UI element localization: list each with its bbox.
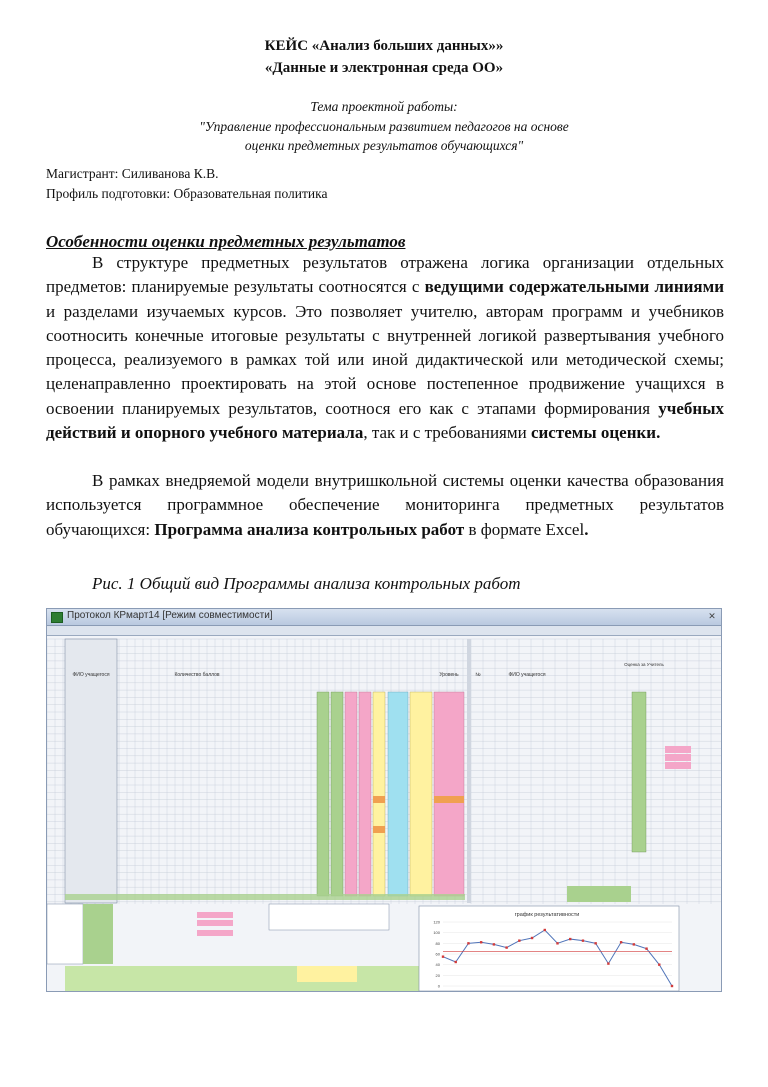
student-name: Магистрант: Силиванова К.В. [46, 166, 219, 181]
p2-text-a: В рамках внедряемой модели внутришкольной системы оценки качества образования используется программное обеспечение мониторинга предметных результатов обучающихся: [46, 471, 724, 539]
chart-frame [419, 906, 679, 991]
fio-header-left: ФИО учащегося [72, 672, 110, 678]
chart-title: график результативности [514, 912, 580, 918]
chart-point [569, 938, 571, 940]
p2-bold-d: . [584, 519, 589, 539]
window-title: Протокол КРмарт14 [Режим совместимости] [67, 610, 273, 621]
right-divider [467, 639, 471, 903]
num-header: № [475, 672, 481, 678]
topic-line1: "Управление профессиональным развитием педагогов на основе [199, 119, 569, 134]
level-header: Уровень [439, 672, 459, 678]
green-column-2 [331, 692, 343, 896]
right-pink-cell-1 [665, 746, 691, 753]
cyan-column [388, 692, 408, 896]
chart-point [620, 941, 622, 943]
chart-point [544, 929, 546, 931]
kpi-pink-2 [197, 920, 233, 926]
stats-green [83, 904, 113, 964]
fio-header-right: ФИО учащегося [508, 672, 546, 678]
doc-title-line2: «Данные и электронная среда ОО» [264, 60, 504, 76]
chart-point [633, 943, 635, 945]
chart-point [671, 985, 673, 987]
right-green-column [632, 692, 646, 852]
yellow-column-1 [373, 692, 385, 896]
kpi-pink-1 [197, 912, 233, 918]
chart-point [505, 946, 507, 948]
chart-point [442, 955, 444, 957]
chart-point [582, 939, 584, 941]
conclusions-green [65, 966, 425, 991]
orange-cell-3 [434, 796, 464, 803]
topic-label: Тема проектной работы: [310, 99, 458, 114]
chart-point [658, 963, 660, 965]
chart-point [493, 943, 495, 945]
fio-column-block [65, 639, 117, 903]
chart-ytick-label: 60 [435, 951, 440, 957]
spreadsheet-grid [47, 636, 721, 991]
excel-icon [51, 612, 63, 623]
orange-cell-1 [373, 796, 385, 803]
p2-bold-b: Программа анализа контрольных работ [154, 519, 465, 539]
level-column [434, 692, 464, 896]
close-icon[interactable]: ✕ [708, 611, 716, 621]
chart-ytick-label: 80 [435, 940, 440, 946]
chart-point [645, 947, 647, 949]
chart-point [531, 937, 533, 939]
chart-ytick-label: 40 [435, 962, 440, 968]
chart-point [480, 941, 482, 943]
chart-point [607, 962, 609, 964]
p1-bold-f: системы оценки. [530, 423, 661, 443]
p2-text-c: в формате Excel [464, 519, 585, 539]
chart-point [556, 942, 558, 944]
topic-line2: оценки предметных результатов обучающихся" [244, 138, 524, 153]
orange-cell-2 [373, 826, 385, 833]
column-header-row [47, 626, 721, 636]
summary-table [269, 904, 389, 930]
figure-caption: Рис. 1 Общий вид Программы анализа контрольных работ [92, 574, 521, 593]
p1-text-c: и разделами изучаемых курсов. Это позволяет учителю, авторам программ и учебников соотносить конечные итоговые результаты с внутренней логикой развертывания учебного процесса, реализуемого в рамках той или иной дидактической или методической схемы; целенаправленно проектировать на этой основе постепенное продвижение учащихся в освоении планируемых результатов, соотнося его как с этапами формирования [46, 301, 724, 418]
grade-header: Оценка за Учитель [624, 662, 664, 667]
yellow-column-2 [410, 692, 432, 896]
right-pink-cell-3 [665, 762, 691, 769]
chart-ytick-label: 100 [433, 930, 440, 936]
excel-screenshot [46, 608, 722, 992]
p1-text-a: В структуре предметных результатов отражена логика организации отдельных предметов: планируемые результаты соотносятся с [46, 253, 724, 297]
p1-bold-d: учебных действий и опорного учебного материала [46, 398, 724, 443]
p1-bold-b: ведущими содержательными линиями [424, 277, 724, 297]
paragraph-2 [46, 469, 724, 542]
chart-ytick-label: 120 [433, 919, 440, 925]
right-summary-green [567, 886, 631, 902]
summary-row [65, 894, 465, 900]
chart-point [518, 939, 520, 941]
study-profile: Профиль подготовки: Образовательная политика [46, 186, 328, 201]
pink-column-2 [359, 692, 371, 896]
conclusions-yellow [297, 966, 357, 982]
chart-ytick-label: 0 [437, 983, 440, 989]
green-column-1 [317, 692, 329, 896]
kpi-pink-3 [197, 930, 233, 936]
chart-point [467, 942, 469, 944]
right-pink-cell-2 [665, 754, 691, 761]
paragraph-1 [46, 251, 724, 445]
chart-ytick-label: 20 [435, 972, 440, 978]
doc-title-line1: КЕЙС «Анализ больших данных»» [264, 38, 504, 54]
stats-block [47, 904, 83, 964]
scores-header: Количество баллов [174, 672, 220, 678]
pink-column-1 [345, 692, 357, 896]
chart-point [455, 961, 457, 963]
section-heading: Особенности оценки предметных результатов [46, 232, 406, 251]
window-titlebar [47, 609, 721, 626]
p1-text-e: , так и с требованиями [363, 423, 531, 443]
chart-point [594, 942, 596, 944]
